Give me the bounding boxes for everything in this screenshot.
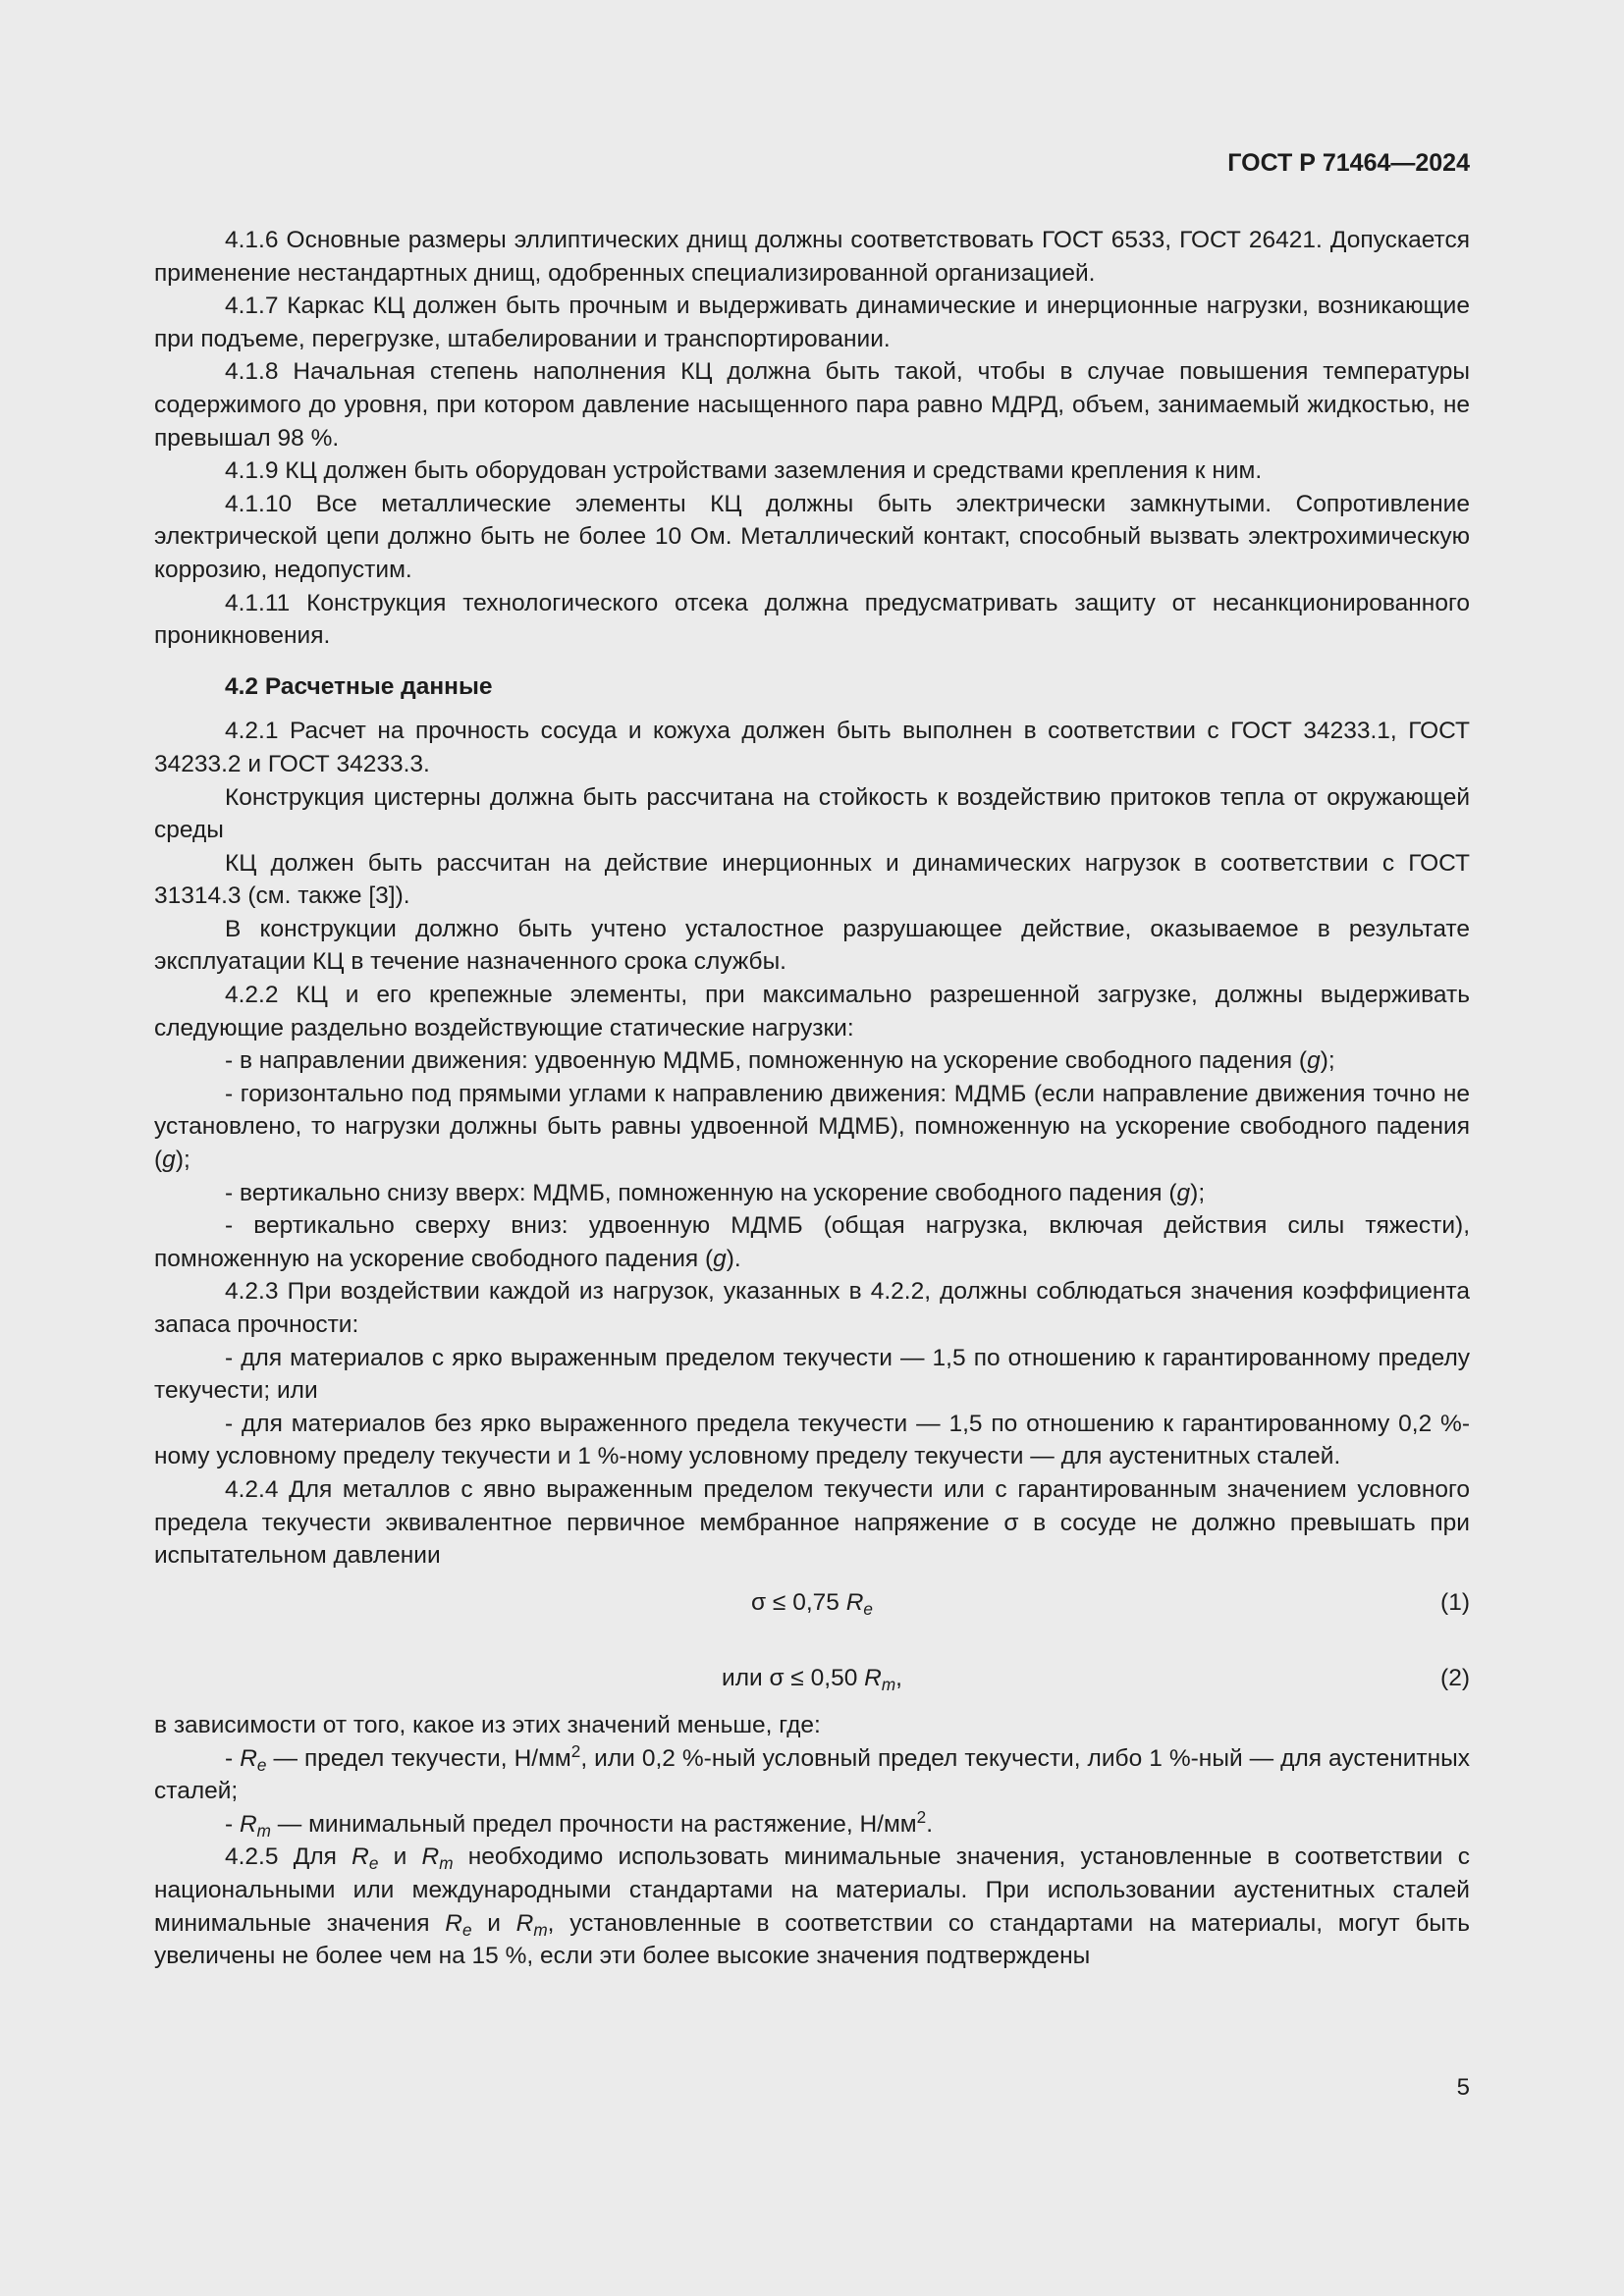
list-item-yield-explicit: - для материалов с ярко выраженным пределом текучести — 1,5 по отношению к гарантированному пределу текучести; или (154, 1344, 1470, 1405)
section-heading-4-2: 4.2 Расчетные данные (225, 672, 493, 700)
paragraph-4-1-10: 4.1.10 Все металлические элементы КЦ должны быть электрически замкнутыми. Сопротивление электрической цепи должно быть не более 10 Ом. Металлический контакт, способный вызвать электрохимическую коррозию, недопустим. (154, 490, 1470, 583)
paragraph-4-1-6: 4.1.6 Основные размеры эллиптических днищ должны соответствовать ГОСТ 6533, ГОСТ 26421. Допускается применение нестандартных днищ, одобренных специализированной организацией. (154, 227, 1470, 287)
formula-1 (154, 1586, 1470, 1620)
formula-2-number: (2) (1440, 1665, 1470, 1692)
list-item-yield-implicit: - для материалов без ярко выраженного предела текучести — 1,5 по отношению к гарантированному 0,2 %-ному условному пределу текучести и 1 %-ному условному пределу текучести — для аустенитных сталей. (154, 1410, 1470, 1470)
formula-2 (154, 1662, 1470, 1695)
list-item-load-horizontal: - горизонтально под прямыми углами к направлению движения: МДМБ (если направление движения точно не установлено, то нагрузки должны быть равны удвоенной МДМБ), помноженную на ускорение свободного падения (g); (154, 1080, 1470, 1174)
list-item-load-down: - вертикально сверху вниз: удвоенную МДМБ (общая нагрузка, включая действия силы тяжести), помноженную на ускорение свободного падения (g). (154, 1212, 1470, 1272)
definition-rm: - $R_m$ — минимальный предел прочности на растяжение, $Н/мм^2$. (225, 1806, 933, 1841)
paragraph-4-2-1-c: КЦ должен быть рассчитан на действие инерционных и динамических нагрузок в соответствии с ГОСТ 31314.3 (см. также [3]). (154, 849, 1470, 910)
paragraph-4-2-1: 4.2.1 Расчет на прочность сосуда и кожуха должен быть выполнен в соответствии с ГОСТ 34233.1, ГОСТ 34233.2 и ГОСТ 34233.3. (154, 718, 1470, 777)
formula-2-expression: или σ ≤ 0,50 $R_m$, (722, 1665, 902, 1695)
formula-explanation: в зависимости от того, какое из этих значений меньше, где: (154, 1711, 821, 1738)
paragraph-4-2-5: 4.2.5 Для $R_e$ и $R_m$ необходимо использовать минимальные значения, установленные в соответствии с национальными или международными стандартами на материалы. При использовании аустенитных сталей минимальные значения $R_e$ и $R_m$, установленные в соответствии со стандартами на материалы, могут быть увеличены не более чем на 15 %, если эти более высокие значения подтверждены (154, 1843, 1470, 1970)
paragraph-4-2-2: 4.2.2 КЦ и его крепежные элементы, при максимально разрешенной загрузке, должны выдерживать следующие раздельно воздействующие статические нагрузки: (154, 982, 1470, 1041)
paragraph-4-2-3: 4.2.3 При воздействии каждой из нагрузок, указанных в 4.2.2, должны соблюдаться значения коэффициента запаса прочности: (154, 1278, 1470, 1338)
paragraph-4-1-7: 4.1.7 Каркас КЦ должен быть прочным и выдерживать динамические и инерционные нагрузки, возникающие при подъеме, перегрузке, штабелировании и транспортировании. (154, 293, 1470, 352)
definition-re: - $R_e$ — предел текучести, $Н/мм^2$, или 0,2 %-ный условный предел текучести, либо 1 %-ный — для аустенитных сталей; (154, 1740, 1471, 1805)
paragraph-4-1-8: 4.1.8 Начальная степень наполнения КЦ должна быть такой, чтобы в случае повышения температуры содержимого до уровня, при котором давление насыщенного пара равно МДРД, объем, занимаемый жидкостью, не превышал 98 %. (154, 358, 1470, 452)
formula-1-expression: σ ≤ 0,75 $R_e$ (751, 1588, 873, 1619)
paragraph-4-2-4: 4.2.4 Для металлов с явно выраженным пределом текучести или с гарантированным значением условного предела текучести эквивалентное первичное мембранное напряжение σ в сосуде не должно превышать при испытательном давлении (154, 1475, 1470, 1570)
formula-1-number: (1) (1440, 1588, 1470, 1616)
paragraph-4-2-1-d: В конструкции должно быть учтено усталостное разрушающее действие, оказываемое в результате эксплуатации КЦ в течение назначенного срока службы. (154, 915, 1470, 976)
document-body (154, 224, 1470, 1973)
paragraph-4-2-1-b: Конструкция цистерны должна быть рассчитана на стойкость к воздействию притоков тепла от окружающей среды (154, 783, 1470, 844)
document-header: ГОСТ Р 71464—2024 (1227, 149, 1470, 177)
page-number: 5 (1456, 2074, 1470, 2101)
list-item-load-direction: - в направлении движения: удвоенную МДМБ, помноженную на ускорение свободного падения (g); (225, 1047, 1335, 1075)
paragraph-4-1-9: 4.1.9 КЦ должен быть оборудован устройствами заземления и средствами крепления к ним. (225, 457, 1263, 485)
list-item-load-up: - вертикально снизу вверх: МДМБ, помноженную на ускорение свободного падения (g); (225, 1179, 1206, 1206)
paragraph-4-1-11: 4.1.11 Конструкция технологического отсека должна предусматривать защиту от несанкционированного проникновения. (154, 589, 1470, 650)
